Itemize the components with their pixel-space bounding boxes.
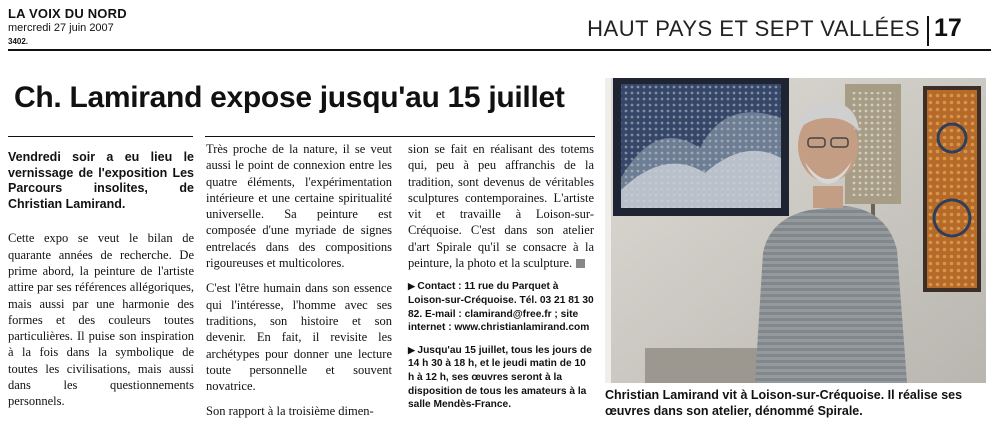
contact-info: ▶ Contact : 11 rue du Parquet à Loison-sur-Créquoise. Tél. 03 21 81 30 82. E-mail : clamirand@free.fr ; site internet : www.christianlamirand.com	[408, 281, 594, 334]
exhibition-dates: ▶ Jusqu'au 15 juillet, tous les jours de 14 h 30 à 18 h, et le jeudi matin de 10 h à 12 h, ses œuvres seront à la disposition de tous les amateurs à la salle Mendès-France.	[408, 344, 592, 411]
newspaper-name: LA VOIX DU NORD	[8, 6, 127, 21]
masthead-rule	[8, 49, 991, 51]
paragraph: Très proche de la nature, il se veut aussi le point de connexion entre les quatre éléments, l'expérimentation intérieure et une certaine spiritualité universelle. Sa peinture est composée d'une myriade de signes entrelacés dans des compositions rigoureuses et multicolores.	[206, 142, 392, 271]
photo-illustration	[605, 78, 986, 383]
article-headline: Ch. Lamirand expose jusqu'au 15 juillet	[14, 81, 565, 114]
section-title: HAUT PAYS ET SEPT VALLÉES	[587, 16, 920, 41]
end-of-article-mark	[576, 259, 585, 268]
issue-date: mercredi 27 juin 2007	[8, 22, 114, 34]
photo-caption: Christian Lamirand vit à Loison-sur-Créquoise. Il réalise ses œuvres dans son atelier, dénommé Spirale.	[605, 388, 963, 418]
triangle-bullet-icon: ▶	[408, 344, 418, 355]
wave-painting	[613, 78, 789, 216]
paragraph: Son rapport à la troisième dimen-	[206, 404, 374, 419]
article-lead: Vendredi soir a eu lieu le vernissage de l'exposition Les Parcours insolites, de Christian Lamirand.	[8, 150, 194, 211]
article-column-3	[408, 141, 594, 412]
column-rule-2	[205, 136, 595, 137]
paragraph: Cette expo se veut le bilan de quarante années de recherche. De prime abord, la peinture de l'artiste attire par ses références allégoriques, mais aussi par une harmonie des formes et des couleurs toutes particulières. Il puise son inspiration à la fois dans la symbolique de toutes les civilisations, mais aussi dans les questionnements personnels.	[8, 231, 194, 409]
triangle-bullet-icon: ▶	[408, 281, 418, 292]
column-rule-1	[8, 136, 193, 137]
article-column-2	[206, 141, 392, 420]
paragraph: sion se fait en réalisant des totems qui, peu à peu affranchis de la tradition, sont devenus de véritables sculptures contemporaines. L'artiste vit et travaille à Loison-sur-Créquoise. C'est dans son atelier d'art Spirale qu'il se consacre à la peinture, la photo et la sculpture.	[408, 142, 594, 271]
article-photo	[605, 78, 986, 383]
spiral-painting	[923, 86, 981, 292]
article-column-1	[8, 150, 194, 410]
paragraph: C'est l'être humain dans son essence qui l'intéresse, l'homme avec ses traditions, son histoire et son devenir. En fait, il revisite les archétypes pour donner une lecture toute personnelle et souvent novatrice.	[206, 281, 392, 394]
edition-code: 3402.	[8, 37, 29, 46]
page-number: 17	[934, 14, 962, 42]
section-divider	[927, 16, 929, 46]
